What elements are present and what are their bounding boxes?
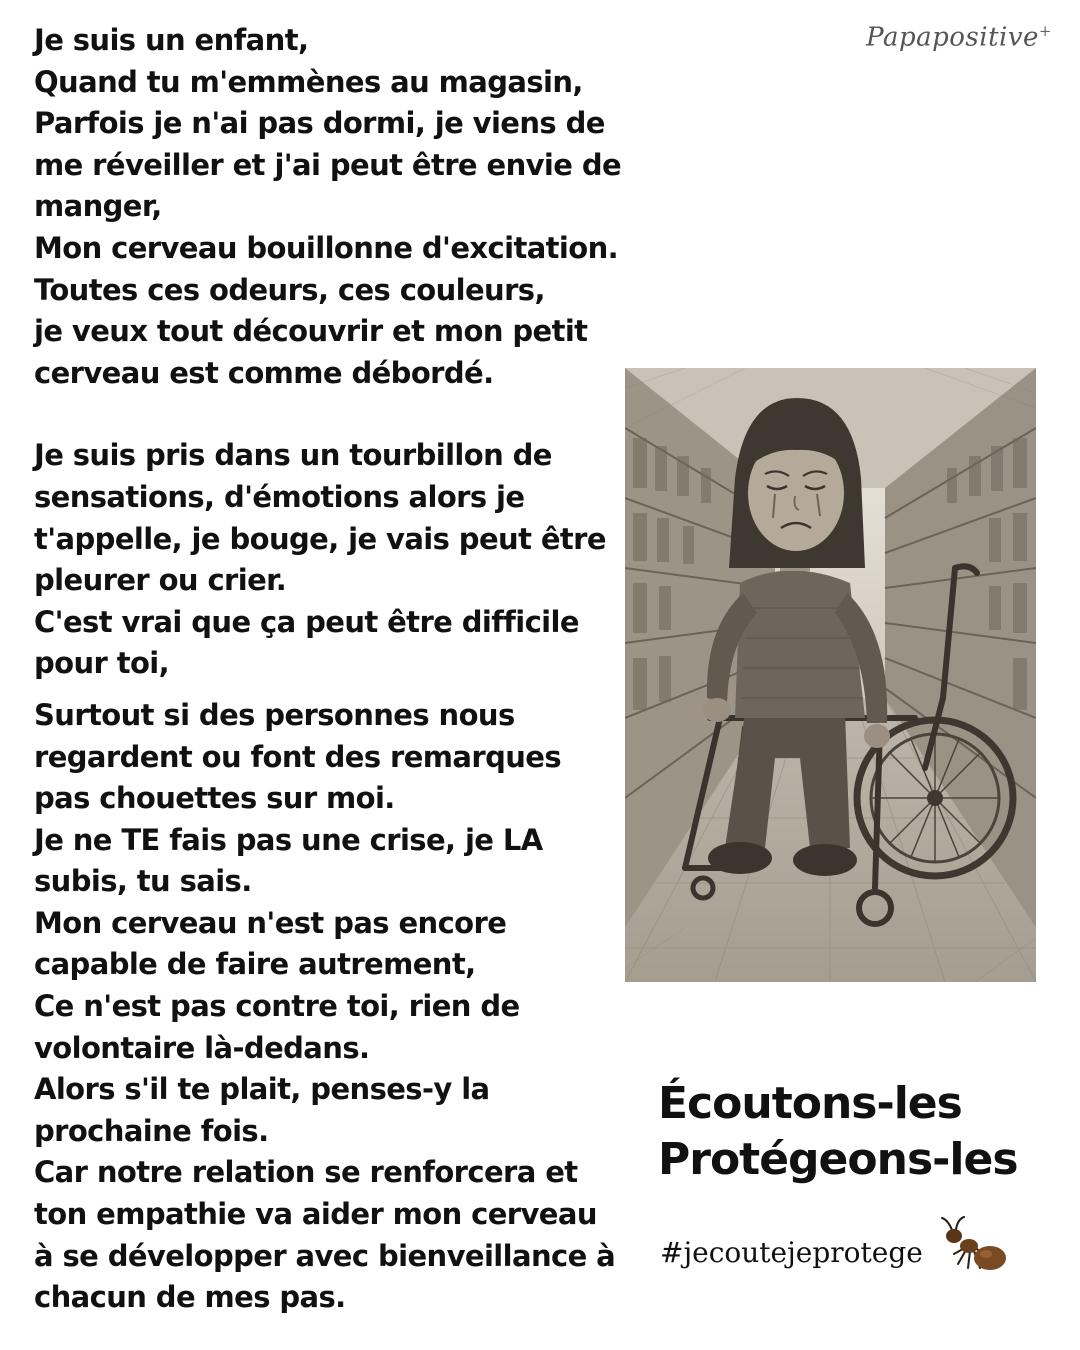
poem-line: pas chouettes sur moi.: [34, 781, 395, 816]
poem-line: chacun de mes pas.: [34, 1280, 346, 1315]
poem-line: Car notre relation se renforcera et: [34, 1155, 578, 1190]
brand-spark-mark: +: [1038, 22, 1052, 40]
poem-line: à se développer avec bienveillance à: [34, 1238, 616, 1273]
poem-line: manger,: [34, 189, 162, 224]
poem-line: Surtout si des personnes nous: [34, 697, 515, 732]
poem-stanza-3: [34, 695, 619, 1319]
poem-line: regardent ou font des remarques: [34, 739, 562, 774]
poem-line: Mon cerveau bouillonne d'excitation.: [34, 230, 619, 265]
poem-stanza-2: [34, 435, 619, 685]
poem-line: Ce n'est pas contre toi, rien de: [34, 989, 520, 1024]
brand-name: Papapositive: [866, 22, 1039, 53]
poem-line: Je ne TE fais pas une crise, je LA: [34, 822, 543, 857]
slogan: [658, 1076, 1058, 1188]
poem-line: Alors s'il te plait, penses-y la: [34, 1072, 490, 1107]
poem-line: t'appelle, je bouge, je vais peut être: [34, 521, 606, 556]
poem-line: volontaire là-dedans.: [34, 1030, 370, 1065]
hashtag: #jecoutejeprotege: [660, 1236, 923, 1269]
poem-line: Mon cerveau n'est pas encore: [34, 905, 507, 940]
poem-line: Je suis un enfant,: [34, 23, 309, 57]
poem-line: sensations, d'émotions alors je: [34, 479, 525, 514]
poem-line: capable de faire autrement,: [34, 947, 476, 982]
poem-line: me réveiller et j'ai peut être envie de: [34, 147, 622, 182]
poem-line: pleurer ou crier.: [34, 563, 287, 598]
stanza-spacer: [34, 394, 619, 435]
poem-line: pour toi,: [34, 646, 170, 681]
poem-line: Parfois je n'ai pas dormi, je viens de: [34, 106, 605, 141]
poem-line: ton empathie va aider mon cerveau: [34, 1197, 597, 1232]
poem-line: subis, tu sais.: [34, 864, 252, 899]
slogan-line-1: Écoutons-les: [658, 1078, 962, 1129]
poem-line: Quand tu m'emmènes au magasin,: [34, 64, 583, 99]
poem-line: prochaine fois.: [34, 1113, 269, 1148]
poem-line: cerveau est comme débordé.: [34, 355, 494, 390]
poem-line: Je suis pris dans un tourbillon de: [34, 438, 552, 473]
stanza-spacer: [34, 685, 619, 695]
brand-logo: [866, 22, 1052, 53]
slogan-line-2: Protégeons-les: [658, 1134, 1018, 1185]
poem-line: Toutes ces odeurs, ces couleurs,: [34, 272, 545, 307]
crying-child-wheelchair-illustration: [625, 368, 1036, 982]
poem-stanza-1: [34, 20, 622, 394]
ant-icon: [938, 1216, 1008, 1280]
poem-line: je veux tout découvrir et mon petit: [34, 314, 588, 349]
poem-text: [34, 20, 622, 1319]
poem-line: C'est vrai que ça peut être difficile: [34, 604, 579, 639]
